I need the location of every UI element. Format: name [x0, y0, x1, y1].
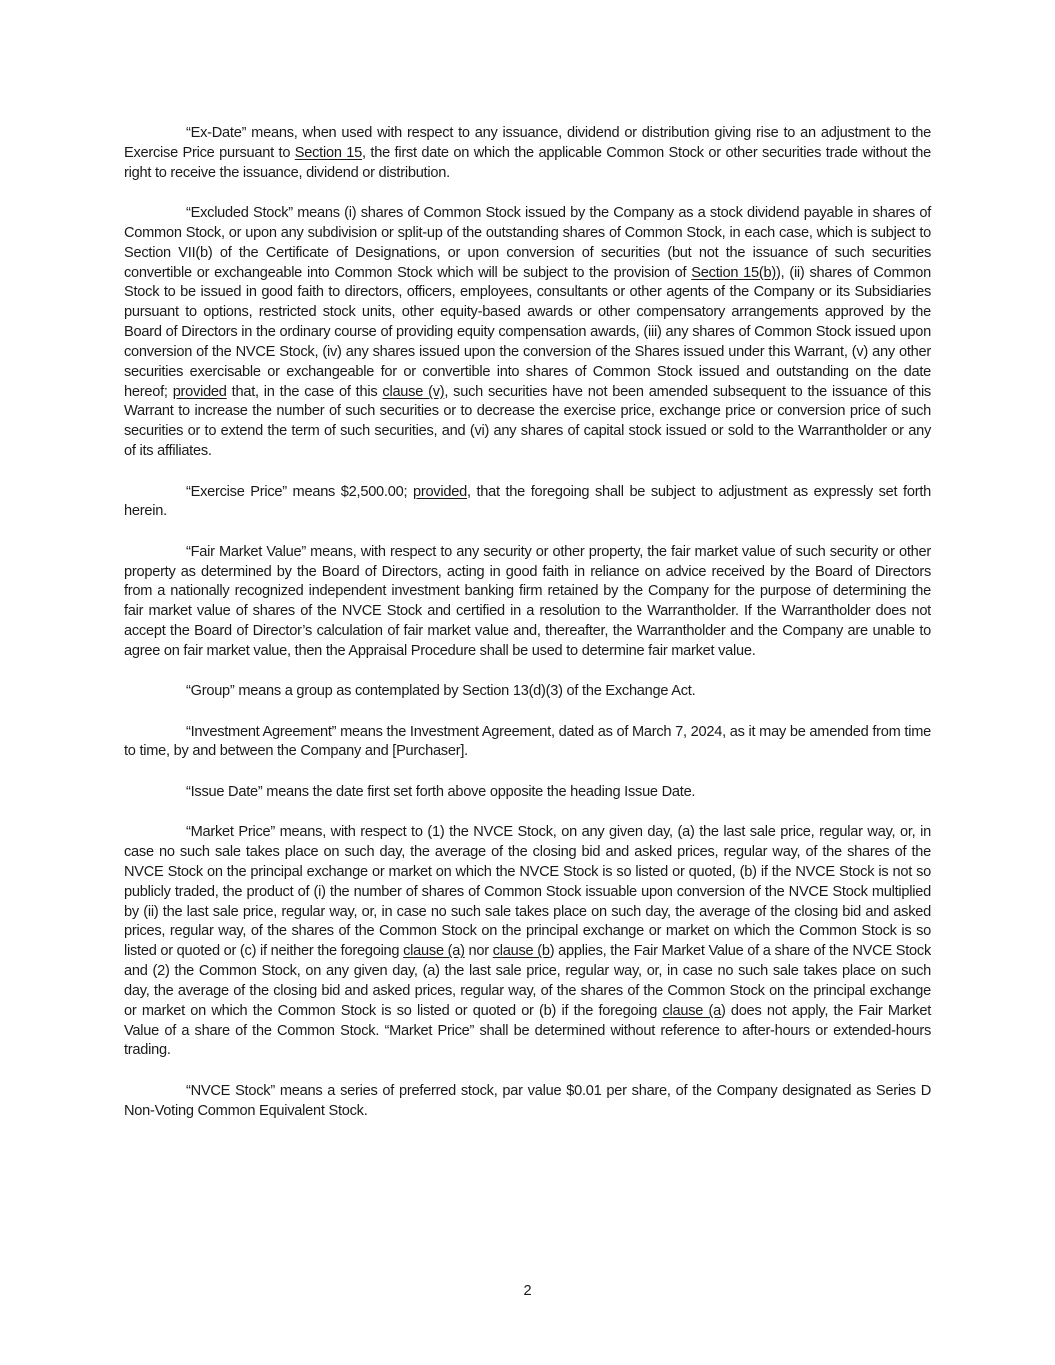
definition-text: “Exercise Price” means $2,500.00;: [186, 483, 413, 500]
document-body: [124, 124, 931, 1142]
definition-text: “Fair Market Value” means, with respect to any security or other property, the fair market value of such security or other property as determined by the Board of Directors, acting in good faith in reliance on advice received by the Board of Directors from a nationally recognized independent investment banking firm retained by the Company for the purpose of determining the fair market value of shares of the NVCE Stock and certified in a resolution to the Warrantholder. If the Warrantholder does not accept the Board of Director’s calculation of fair market value and, thereafter, the Warrantholder and the Company are unable to agree on fair market value, then the Appraisal Procedure shall be used to determine fair market value.: [124, 543, 931, 659]
definition-text: that, in the case of this: [226, 383, 383, 400]
definition-market-price: [124, 823, 931, 1061]
definition-fair-market-value: [124, 543, 931, 662]
definition-text: ) does not apply, the Fair Market Value of a share of the Common Stock. “Market Price” shall be determined without reference to after-hours or extended-hours trading.: [124, 1002, 931, 1059]
definition-text: “Excluded Stock” means (i) shares of Common Stock issued by the Company as a stock dividend payable in shares of Common Stock, or upon any subdivision or split-up of the outstanding shares of Common Stock, in each case, which is subject to Section VII(b) of the Certificate of Designations, or upon conversion of securities (but not the issuance of such securities convertible or exchangeable into Common Stock which will be subject to the provision of: [124, 205, 931, 281]
definition-text: ), (ii) shares of Common Stock to be issued in good faith to directors, officers, employees, consultants or other agents of the Company or its Subsidiaries pursuant to options, restricted stock units, other equity-based awards or other compensatory arrangements approved by the Board of Directors in the ordinary course of providing equity compensation awards, (iii) any shares of Common Stock issued upon conversion of the NVCE Stock, (iv) any shares issued upon the conversion of the Shares issued under this Warrant, (v) any other securities exercisable or exchangeable for or convertible into shares of Common Stock issued and outstanding on the date hereof;: [124, 264, 932, 400]
cross-reference: Section 15(b): [691, 264, 776, 281]
definition-text: nor: [464, 943, 493, 960]
proviso-term: provided: [172, 383, 227, 400]
definition-text: “NVCE Stock” means a series of preferred stock, par value $0.01 per share, of the Company designated as Series D Non-Voting Common Equivalent Stock.: [124, 1082, 931, 1119]
definition-text: “Market Price” means, with respect to (1) the NVCE Stock, on any given day, (a) the last sale price, regular way, or, in case no such sale takes place on such day, the average of the closing bid and asked prices, regular way, of the shares of the NVCE Stock on the principal exchange or market on which the NVCE Stock is so listed or quoted, (b) if the NVCE Stock is not so publicly traded, the product of (i) the number of shares of Common Stock issuable upon conversion of the NVCE Stock multiplied by (ii) the last sale price, regular way, or, in case no such sale takes place on such day, the average of the closing bid and asked prices, regular way, of the shares of the Common Stock on the principal exchange or market on which the Common Stock is so listed or quoted or (c) if neither the foregoing: [124, 824, 931, 960]
proviso-term: provided: [412, 483, 467, 500]
cross-reference: clause (a): [403, 943, 465, 960]
definition-issue-date: [124, 783, 931, 803]
definition-text: “Group” means a group as contemplated by Section 13(d)(3) of the Exchange Act.: [186, 683, 696, 700]
definition-excluded-stock: [124, 204, 931, 462]
cross-reference: clause (a: [662, 1002, 721, 1019]
cross-reference: Section 15: [294, 144, 363, 161]
page-number: 2: [523, 1283, 532, 1299]
definition-text: “Issue Date” means the date first set forth above opposite the heading Issue Date.: [186, 783, 696, 800]
definition-text: , the first date on which the applicable Common Stock or other securities trade without the right to receive the issuance, dividend or distribution.: [124, 144, 931, 181]
definition-text: ) applies, the Fair Market Value of a share of the NVCE Stock and (2) the Common Stock, on any given day, (a) the last sale price, regular way, or, in case no such sale takes place on such day, the average of the closing bid and asked prices, regular way, of the shares of the Common Stock on the principal exchange or market on which the Common Stock is so listed or quoted or (b) if the foregoing: [124, 943, 931, 1019]
definition-ex-date: [124, 124, 931, 184]
definition-text: , that the foregoing shall be subject to adjustment as expressly set forth herein.: [124, 483, 931, 520]
definition-text: “Investment Agreement” means the Investment Agreement, dated as of March 7, 2024, as it may be amended from time to time, by and between the Company and [Purchaser].: [124, 723, 931, 760]
definition-text: “Ex-Date” means, when used with respect to any issuance, dividend or distribution giving rise to an adjustment to the Exercise Price pursuant to: [124, 125, 931, 161]
cross-reference: clause (b: [492, 943, 550, 960]
definition-investment-agreement: [124, 723, 931, 763]
definition-nvce-stock: [124, 1082, 931, 1122]
definition-group: [124, 682, 931, 702]
cross-reference: clause (v): [382, 383, 445, 400]
definition-text: , such securities have not been amended subsequent to the issuance of this Warrant to increase the number of such securities or to decrease the exercise price, exchange price or conversion price of such securities or to extend the term of such securities, and (vi) any shares of capital stock issued or sold to the Warrantholder or any of its affiliates.: [124, 383, 931, 460]
definition-exercise-price: [124, 483, 931, 523]
